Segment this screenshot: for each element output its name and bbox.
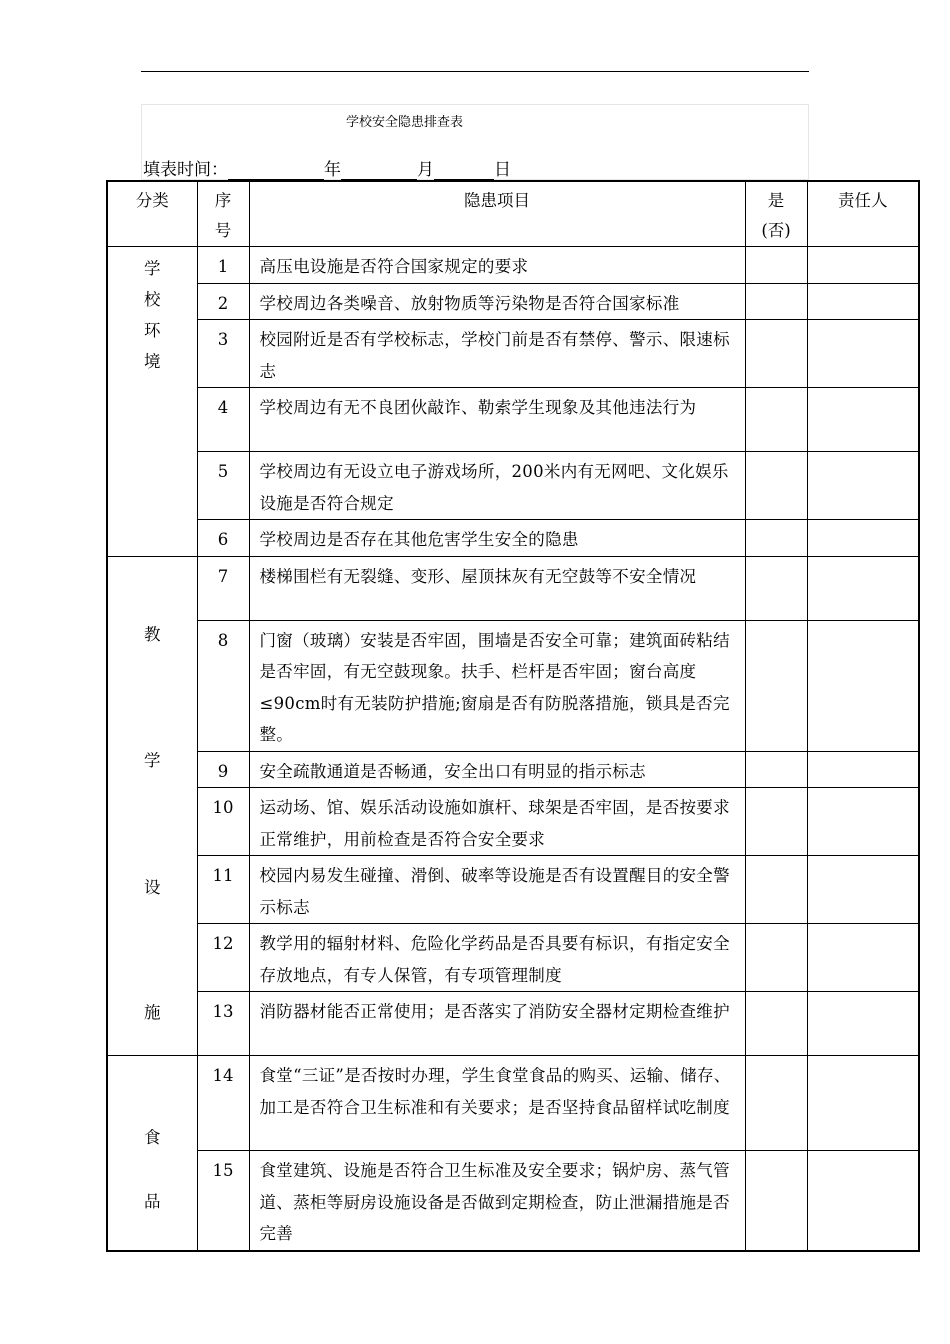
row-item: 楼梯围栏有无裂缝、变形、屋顶抹灰有无空鼓等不安全情况 bbox=[249, 556, 745, 620]
row-item: 校园内易发生碰撞、滑倒、破率等设施是否有设置醒目的安全警示标志 bbox=[249, 856, 745, 924]
person-cell[interactable] bbox=[807, 520, 919, 557]
header-category: 分类 bbox=[107, 181, 197, 247]
row-number: 13 bbox=[197, 992, 249, 1056]
row-number: 9 bbox=[197, 751, 249, 788]
table-row bbox=[107, 788, 919, 856]
table-row bbox=[107, 520, 919, 557]
row-number: 1 bbox=[197, 247, 249, 284]
row-number: 12 bbox=[197, 924, 249, 992]
row-item: 运动场、馆、娱乐活动设施如旗杆、球架是否牢固，是否按要求正常维护，用前检查是否符合安全要求 bbox=[249, 788, 745, 856]
category-char: 设 bbox=[144, 877, 161, 897]
fill-time-line bbox=[143, 155, 511, 180]
row-item: 学校周边有无设立电子游戏场所，200米内有无网吧、文化娱乐设施是否符合规定 bbox=[249, 452, 745, 520]
category-food bbox=[107, 1056, 197, 1251]
day-label: 日 bbox=[494, 160, 511, 180]
category-char: 教 bbox=[144, 624, 161, 644]
table-row bbox=[107, 1151, 919, 1251]
year-label: 年 bbox=[324, 160, 341, 180]
header-person: 责任人 bbox=[807, 181, 919, 247]
table-row bbox=[107, 992, 919, 1056]
category-char: 环 bbox=[144, 321, 161, 340]
table-row bbox=[107, 320, 919, 388]
row-number: 8 bbox=[197, 620, 249, 751]
row-item: 安全疏散通道是否畅通，安全出口有明显的指示标志 bbox=[249, 751, 745, 788]
row-number: 4 bbox=[197, 388, 249, 452]
row-number: 14 bbox=[197, 1056, 249, 1151]
row-number: 7 bbox=[197, 556, 249, 620]
yesno-cell[interactable] bbox=[745, 788, 807, 856]
row-number: 2 bbox=[197, 283, 249, 320]
category-char: 品 bbox=[144, 1192, 161, 1211]
page-title: 学校安全隐患排查表 bbox=[346, 115, 464, 130]
category-char: 施 bbox=[144, 1002, 161, 1022]
yesno-cell[interactable] bbox=[745, 620, 807, 751]
category-char: 校 bbox=[144, 290, 161, 309]
category-char: 食 bbox=[144, 1128, 161, 1147]
day-input[interactable] bbox=[434, 160, 494, 180]
yesno-cell[interactable] bbox=[745, 320, 807, 388]
table-row bbox=[107, 1056, 919, 1151]
table-row bbox=[107, 856, 919, 924]
header-number bbox=[197, 181, 249, 247]
row-item: 学校周边是否存在其他危害学生安全的隐患 bbox=[249, 520, 745, 557]
header-row bbox=[107, 181, 919, 247]
yesno-cell[interactable] bbox=[745, 452, 807, 520]
row-item: 门窗（玻璃）安装是否牢固，围墙是否安全可靠；建筑面砖粘结是否牢固，有无空鼓现象。扶手、栏杆是否牢固；窗台高度≤90cm时有无装防护措施;窗扇是否有防脱落措施，锁具是否完整。 bbox=[249, 620, 745, 751]
yesno-cell[interactable] bbox=[745, 556, 807, 620]
yesno-cell[interactable] bbox=[745, 1056, 807, 1151]
header-number-1: 序 bbox=[214, 191, 232, 210]
row-number: 11 bbox=[197, 856, 249, 924]
row-item: 食堂建筑、设施是否符合卫生标准及安全要求；锅炉房、蒸气管道、蒸柜等厨房设施设备是否做到定期检查，防止泄漏措施是否完善 bbox=[249, 1151, 745, 1251]
yesno-cell[interactable] bbox=[745, 1151, 807, 1251]
yesno-cell[interactable] bbox=[745, 751, 807, 788]
header-yesno-1: 是 bbox=[767, 191, 785, 210]
header-yesno-2: (否) bbox=[761, 221, 791, 240]
category-env bbox=[107, 247, 197, 557]
row-item: 高压电设施是否符合国家规定的要求 bbox=[249, 247, 745, 284]
person-cell[interactable] bbox=[807, 388, 919, 452]
header-number-2: 号 bbox=[214, 221, 232, 240]
table-row bbox=[107, 388, 919, 452]
yesno-cell[interactable] bbox=[745, 992, 807, 1056]
row-number: 5 bbox=[197, 452, 249, 520]
yesno-cell[interactable] bbox=[745, 856, 807, 924]
row-number: 10 bbox=[197, 788, 249, 856]
category-teach bbox=[107, 556, 197, 1056]
year-input[interactable] bbox=[228, 160, 324, 180]
yesno-cell[interactable] bbox=[745, 247, 807, 284]
table-row bbox=[107, 751, 919, 788]
person-cell[interactable] bbox=[807, 1151, 919, 1251]
person-cell[interactable] bbox=[807, 788, 919, 856]
person-cell[interactable] bbox=[807, 751, 919, 788]
top-rule bbox=[141, 71, 809, 72]
yesno-cell[interactable] bbox=[745, 520, 807, 557]
yesno-cell[interactable] bbox=[745, 283, 807, 320]
row-item: 学校周边有无不良团伙敲诈、勒索学生现象及其他违法行为 bbox=[249, 388, 745, 452]
table-row bbox=[107, 247, 919, 284]
month-input[interactable] bbox=[341, 160, 417, 180]
header-item: 隐患项目 bbox=[249, 181, 745, 247]
yesno-cell[interactable] bbox=[745, 924, 807, 992]
table-row bbox=[107, 452, 919, 520]
table-row bbox=[107, 283, 919, 320]
row-item: 教学用的辐射材料、危险化学药品是否具要有标识，有指定安全存放地点，有专人保管，有专项管理制度 bbox=[249, 924, 745, 992]
person-cell[interactable] bbox=[807, 556, 919, 620]
person-cell[interactable] bbox=[807, 1056, 919, 1151]
hazard-table bbox=[106, 180, 920, 1252]
category-char: 境 bbox=[144, 352, 161, 371]
row-number: 15 bbox=[197, 1151, 249, 1251]
person-cell[interactable] bbox=[807, 856, 919, 924]
row-item: 校园附近是否有学校标志，学校门前是否有禁停、警示、限速标志 bbox=[249, 320, 745, 388]
row-number: 3 bbox=[197, 320, 249, 388]
yesno-cell[interactable] bbox=[745, 388, 807, 452]
row-item: 食堂“三证”是否按时办理，学生食堂食品的购买、运输、储存、加工是否符合卫生标准和有关要求；是否坚持食品留样试吃制度 bbox=[249, 1056, 745, 1151]
table-row bbox=[107, 556, 919, 620]
row-item: 消防器材能否正常使用；是否落实了消防安全器材定期检查维护 bbox=[249, 992, 745, 1056]
table-row bbox=[107, 620, 919, 751]
person-cell[interactable] bbox=[807, 924, 919, 992]
row-number: 6 bbox=[197, 520, 249, 557]
person-cell[interactable] bbox=[807, 283, 919, 320]
month-label: 月 bbox=[417, 160, 434, 180]
person-cell[interactable] bbox=[807, 620, 919, 751]
person-cell[interactable] bbox=[807, 320, 919, 388]
category-char: 学 bbox=[144, 750, 161, 770]
person-cell[interactable] bbox=[807, 992, 919, 1056]
header-yesno bbox=[745, 181, 807, 247]
person-cell[interactable] bbox=[807, 247, 919, 284]
table-row bbox=[107, 924, 919, 992]
person-cell[interactable] bbox=[807, 452, 919, 520]
fill-time-label: 填表时间： bbox=[143, 160, 228, 180]
row-item: 学校周边各类噪音、放射物质等污染物是否符合国家标准 bbox=[249, 283, 745, 320]
category-char: 学 bbox=[144, 259, 161, 278]
